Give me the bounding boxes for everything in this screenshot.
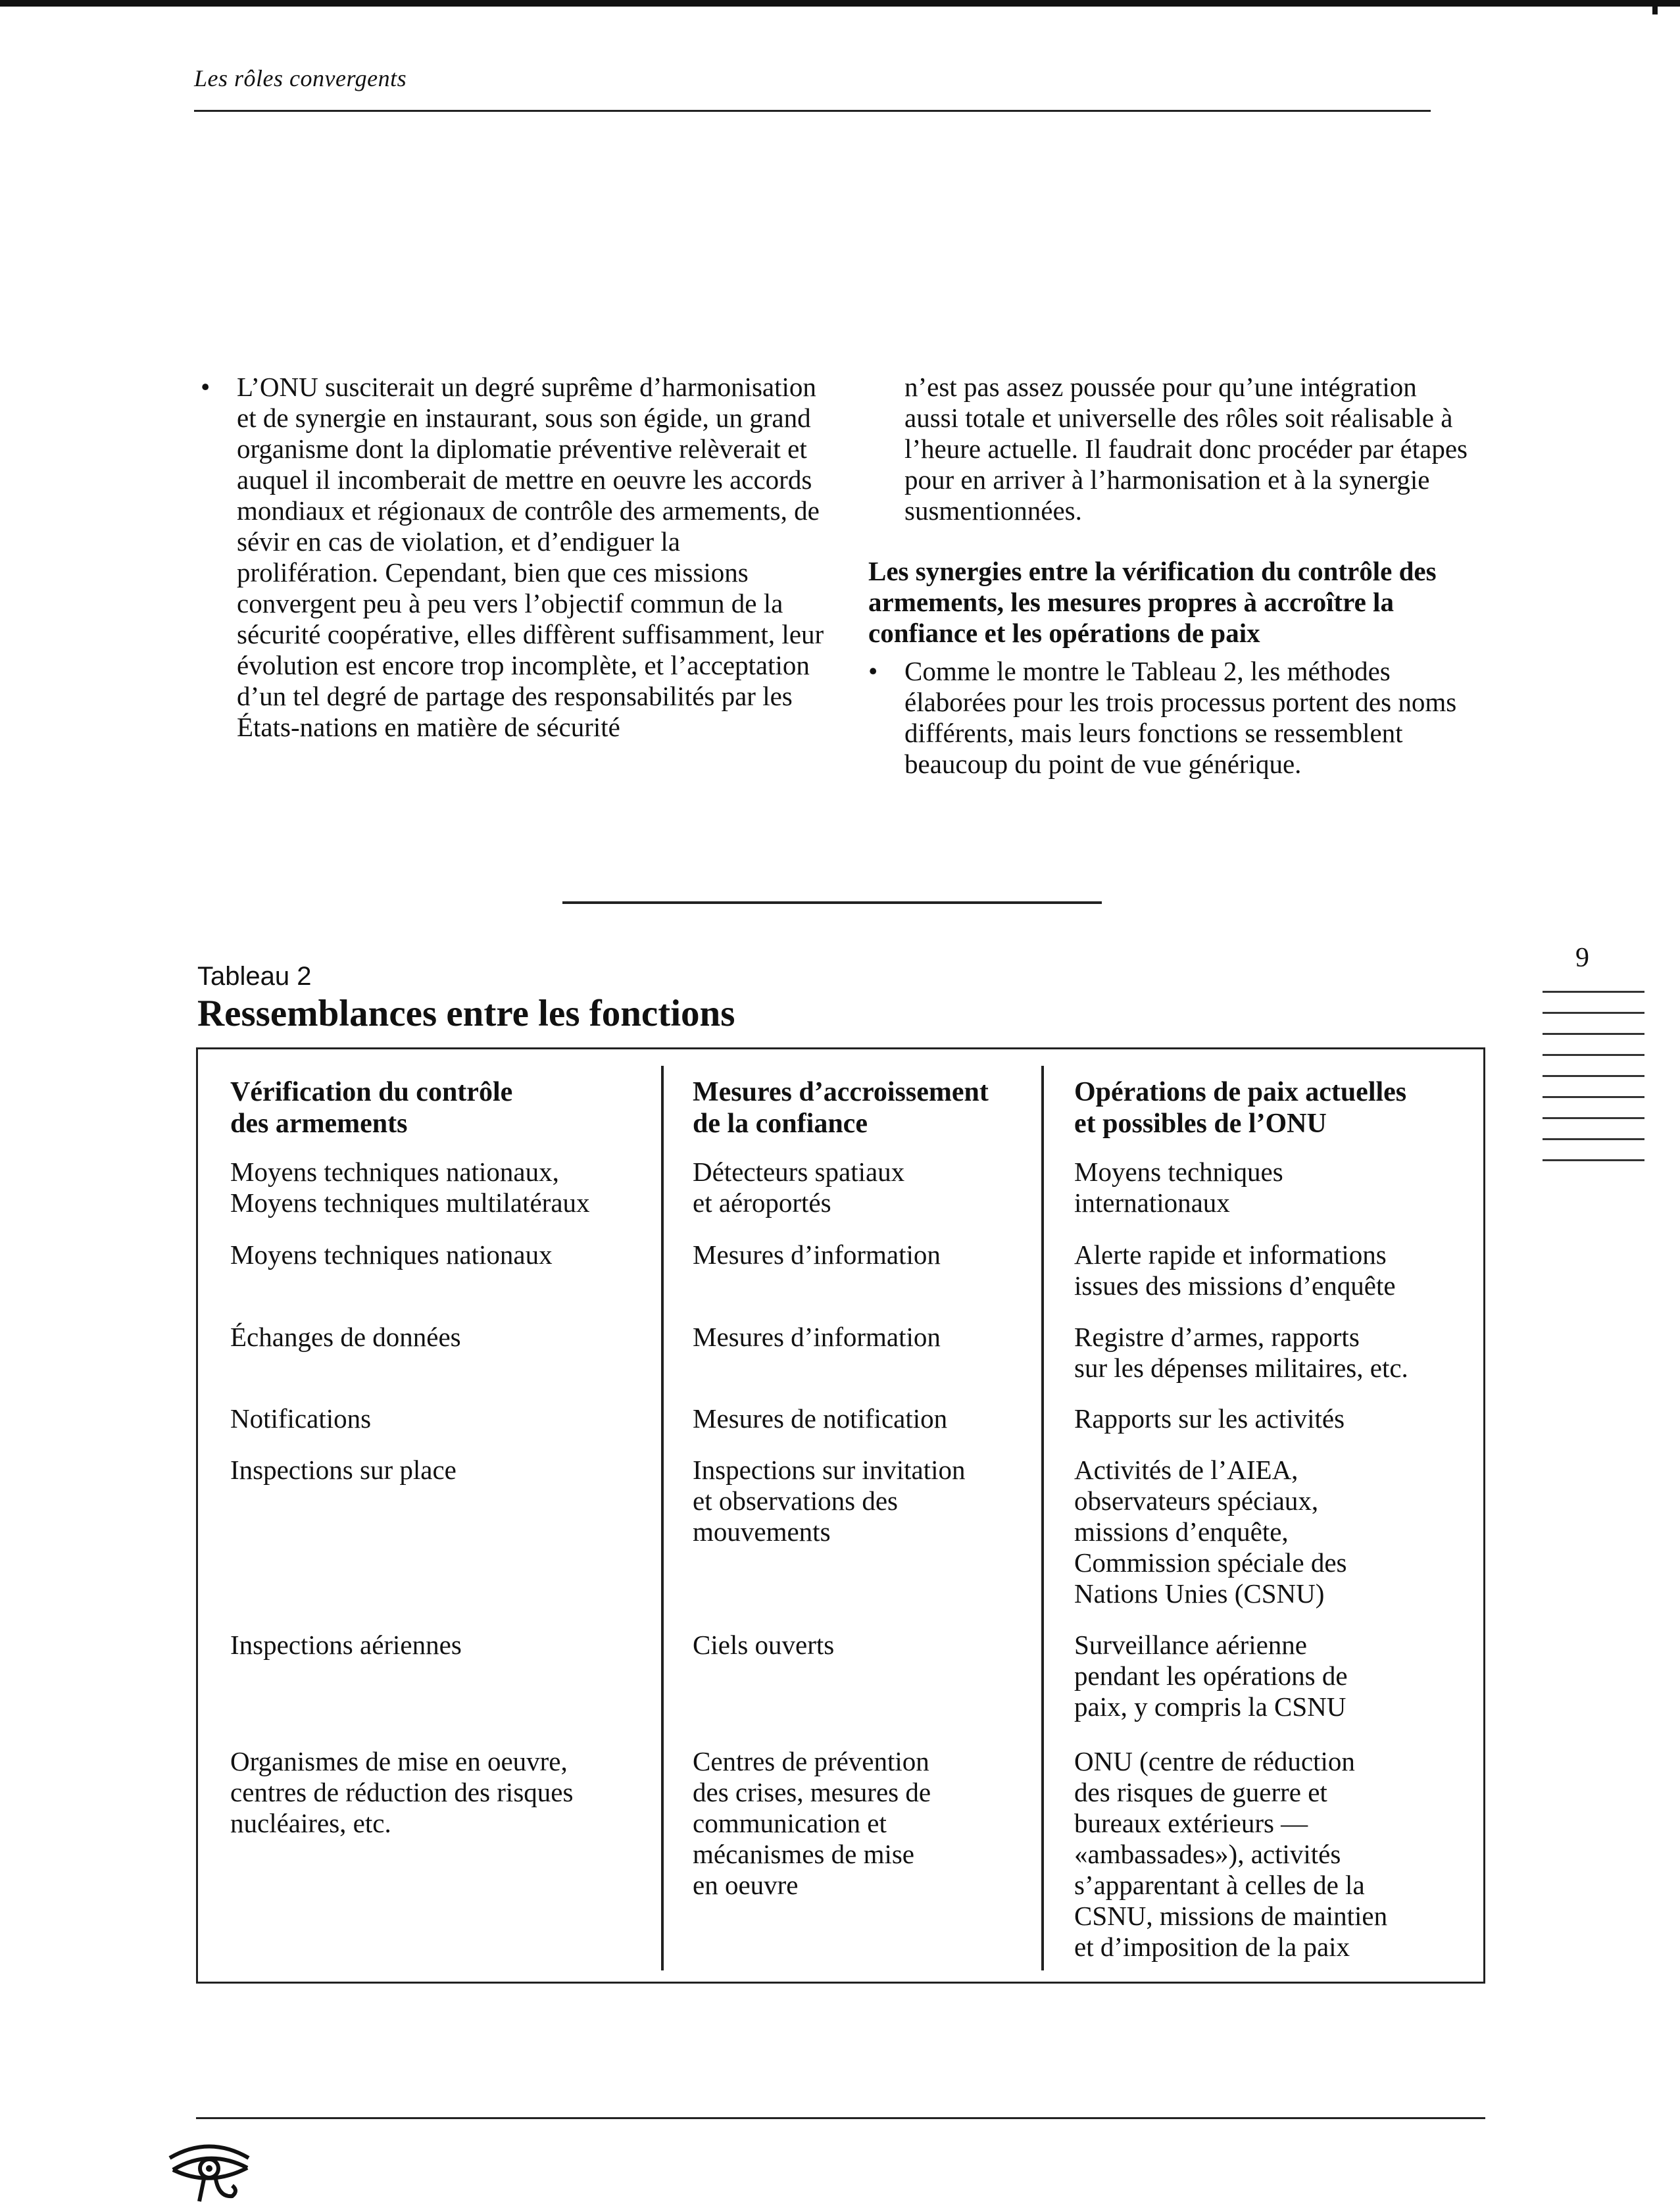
table-cell-line: observateurs spéciaux, [1074, 1486, 1319, 1516]
table-header-verification [230, 1076, 512, 1140]
table-header-line: de la confiance [693, 1109, 868, 1139]
table-cell-line: issues des missions d’enquête [1074, 1270, 1396, 1301]
table-cell-line: en oeuvre [693, 1870, 799, 1900]
table-cell-verification [230, 1630, 462, 1661]
table-cell-line: Nations Unies (CSNU) [1074, 1578, 1325, 1609]
table-cell-line: Moyens techniques [1074, 1157, 1283, 1187]
synergy-heading: Les synergies entre la vérification du contrôle des armements, les mesures propres à accroître la confiance et les opérations de paix [868, 556, 1437, 648]
table-cell-line: Organismes de mise en oeuvre, [230, 1746, 568, 1776]
table-cell-confidence [693, 1746, 931, 1901]
running-header: Les rôles convergents [194, 65, 407, 91]
table-header-line: Vérification du contrôle [230, 1077, 513, 1107]
table-cell-line: Activités de l’AIEA, [1074, 1455, 1298, 1485]
table-cell-line: Inspections sur place [230, 1455, 457, 1485]
table-cell-line: Surveillance aérienne [1074, 1630, 1308, 1660]
table-cell-line: pendant les opérations de [1074, 1661, 1348, 1691]
table-cell-line: centres de réduction des risques [230, 1777, 574, 1807]
margin-tab-rule [1543, 1138, 1644, 1140]
page-number: 9 [1575, 943, 1589, 973]
table-cell-peace-ops [1074, 1630, 1348, 1722]
table-cell-line: s’apparentant à celles de la [1074, 1870, 1365, 1900]
table-cell-verification [230, 1455, 457, 1486]
table-cell-confidence [693, 1630, 834, 1661]
table-cell-line: et d’imposition de la paix [1074, 1932, 1350, 1962]
table-cell-line: communication et [693, 1808, 887, 1838]
margin-tab-rule [1543, 1117, 1644, 1119]
table-cell-line: Inspections sur invitation [693, 1455, 966, 1485]
table-cell-line: et aéroportés [693, 1188, 831, 1218]
table-cell-line: nucléaires, etc. [230, 1808, 391, 1838]
table-cell-line: Moyens techniques multilatéraux [230, 1188, 590, 1218]
margin-tab-rule [1543, 1075, 1644, 1077]
table-header-line: Mesures d’accroissement [693, 1077, 989, 1107]
table-header-line: et possibles de l’ONU [1074, 1109, 1327, 1139]
table-header-confidence [693, 1076, 989, 1140]
table-cell-verification [230, 1240, 553, 1270]
top-corner-mark [1652, 0, 1658, 14]
table-header-line: Opérations de paix actuelles [1074, 1077, 1407, 1107]
table-cell-line: Alerte rapide et informations [1074, 1240, 1387, 1270]
table-cell-line: des crises, mesures de [693, 1777, 931, 1807]
table-cell-line: sur les dépenses militaires, etc. [1074, 1353, 1408, 1383]
table-cell-line: bureaux extérieurs — [1074, 1808, 1308, 1838]
margin-tab-rule [1543, 1096, 1644, 1098]
margin-tab-rule [1543, 1012, 1644, 1014]
left-column [201, 372, 826, 743]
table-cell-line: Mesures de notification [693, 1403, 948, 1434]
table-cell-peace-ops [1074, 1746, 1387, 1963]
table-cell-peace-ops [1074, 1240, 1396, 1301]
left-bullet-item [201, 372, 826, 743]
left-bullet-text: L’ONU susciterait un degré suprême d’harmonisation et de synergie en instaurant, sous son égide, un grand organisme dont la diplomatie préventive relèverait et auquel il incomberait de mettre en oeuvre les accords mondiaux et régionaux de contrôle des armements, de sévir en cas de violation, et d’endiguer la prolifération. Cependant, bien que ces missions convergent peu à peu vers l’objectif commun de la sécurité coopérative, elles diffèrent suffisamment, leur évolution est encore trop incomplète, et l’acceptation d’un tel degré de partage des responsabilités par les États-nations en matière de sécurité [237, 372, 824, 742]
header-rule [194, 110, 1431, 112]
table-label: Tableau 2 [197, 962, 312, 991]
section-separator-rule [562, 901, 1102, 904]
table-cell-line: mouvements [693, 1516, 831, 1547]
eye-of-horus-logo-icon [163, 2138, 255, 2204]
table-cell-line: paix, y compris la CSNU [1074, 1691, 1346, 1722]
bullet-icon: • [868, 656, 878, 686]
table-title: Ressemblances entre les fonctions [197, 993, 735, 1034]
table-cell-verification [230, 1746, 573, 1839]
table-cell-line: Moyens techniques nationaux, [230, 1157, 559, 1187]
footer-rule [196, 2117, 1485, 2119]
table-cell-line: Ciels ouverts [693, 1630, 835, 1660]
table-cell-line: Centres de prévention [693, 1746, 929, 1776]
table-cell-line: internationaux [1074, 1188, 1230, 1218]
table-cell-line: Moyens techniques nationaux [230, 1240, 553, 1270]
table-cell-line: «ambassades»), activités [1074, 1839, 1341, 1869]
table-header-line: des armements [230, 1109, 408, 1139]
margin-tab-rule [1543, 1033, 1644, 1035]
margin-tab-rule [1543, 1054, 1644, 1056]
table-cell-line: Commission spéciale des [1074, 1547, 1347, 1578]
right-continuation-text: n’est pas assez poussée pour qu’une intégration aussi totale et universelle des rôles soit réalisable à l’heure actuelle. Il faudrait donc procéder par étapes pour en arriver à l’harmonisation et à la synergie susmentionnées. [904, 372, 1468, 526]
table-cell-line: Échanges de données [230, 1322, 461, 1352]
table-cell-line: Registre d’armes, rapports [1074, 1322, 1360, 1352]
table-column-divider [1041, 1066, 1044, 1970]
table-cell-line: et observations des [693, 1486, 898, 1516]
table-cell-peace-ops [1074, 1322, 1408, 1384]
table-header-peace-ops [1074, 1076, 1406, 1140]
table-cell-line: ONU (centre de réduction [1074, 1746, 1355, 1776]
table-cell-verification [230, 1322, 461, 1353]
table-cell-line: mécanismes de mise [693, 1839, 915, 1869]
table-cell-line: Mesures d’information [693, 1240, 941, 1270]
table-cell-line: CSNU, missions de maintien [1074, 1901, 1388, 1931]
table-cell-verification [230, 1157, 590, 1218]
table-cell-confidence [693, 1240, 941, 1270]
table-cell-peace-ops [1074, 1157, 1283, 1218]
top-border-rule [0, 0, 1680, 7]
table-cell-confidence [693, 1322, 941, 1353]
table-cell-confidence [693, 1157, 904, 1218]
table-cell-line: Mesures d’information [693, 1322, 941, 1352]
right-column [868, 372, 1473, 780]
margin-tab-rule [1543, 1159, 1644, 1161]
table-cell-peace-ops [1074, 1455, 1347, 1609]
right-bullet-text: Comme le montre le Tableau 2, les méthodes élaborées pour les trois processus portent des noms différents, mais leurs fonctions se ressemblent beaucoup du point de vue générique. [904, 656, 1457, 779]
table-cell-confidence [693, 1455, 966, 1547]
table-cell-line: Rapports sur les activités [1074, 1403, 1345, 1434]
table-cell-confidence [693, 1403, 947, 1434]
table-cell-line: Notifications [230, 1403, 372, 1434]
right-bullet-item [868, 656, 1473, 780]
bullet-icon: • [201, 372, 210, 402]
table-cell-line: missions d’enquête, [1074, 1516, 1289, 1547]
table-cell-line: Détecteurs spatiaux [693, 1157, 905, 1187]
table-cell-peace-ops [1074, 1403, 1345, 1434]
margin-tab-rule [1543, 991, 1644, 993]
table-cell-line: des risques de guerre et [1074, 1777, 1327, 1807]
table-cell-line: Inspections aériennes [230, 1630, 462, 1660]
table-cell-verification [230, 1403, 371, 1434]
table-column-divider [661, 1066, 664, 1970]
